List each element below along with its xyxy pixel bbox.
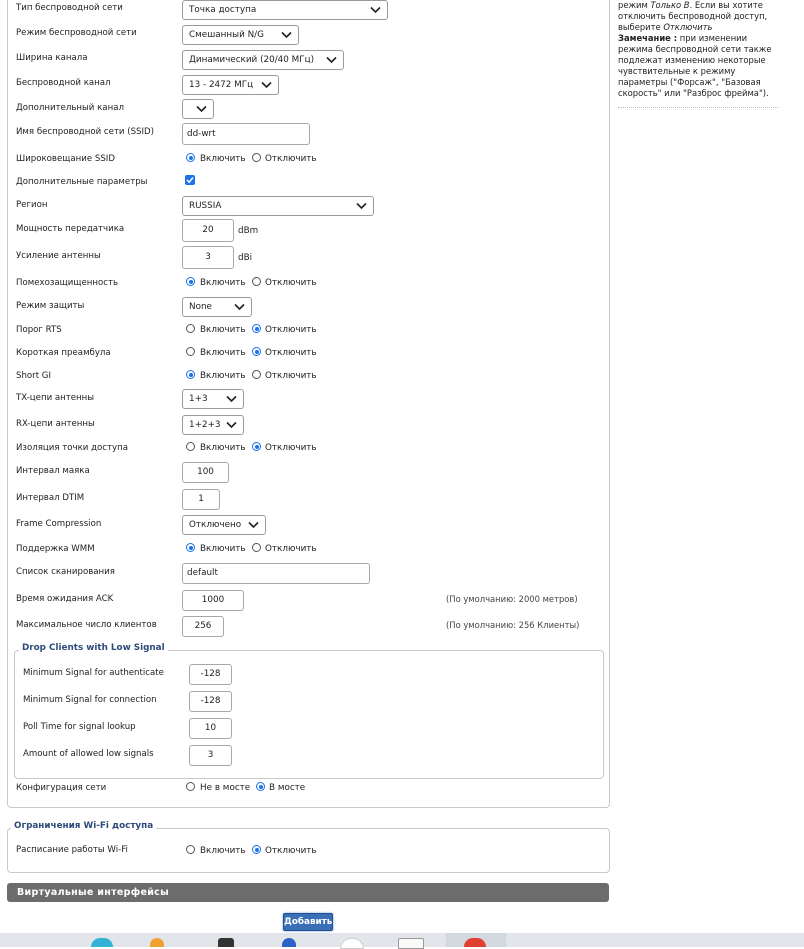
poll-time-label: Poll Time for signal lookup: [23, 722, 136, 732]
wifi-schedule-on-radio[interactable]: [186, 845, 195, 854]
wireless-type-label: Тип беспроводной сети: [16, 3, 123, 13]
min-signal-auth-input[interactable]: -128: [189, 664, 232, 685]
ap-isolation-on-radio[interactable]: [186, 442, 195, 451]
short-preamble-label: Короткая преамбула: [16, 348, 111, 358]
short-gi-label: Short GI: [16, 371, 51, 381]
rx-chains-label: RX-цепи антенны: [16, 419, 95, 429]
chevron-down-icon: [356, 202, 367, 210]
help-divider: [618, 107, 778, 108]
help-panel: [618, 0, 778, 108]
channel-width-label: Ширина канала: [16, 53, 88, 63]
chevron-down-icon: [326, 56, 337, 64]
checkmark-icon: [186, 176, 194, 184]
chevron-down-icon: [248, 521, 259, 529]
tx-chains-label: TX-цепи антенны: [16, 393, 95, 403]
ext-channel-label: Дополнительный канал: [16, 103, 124, 113]
ap-isolation-on-label: Включить: [200, 443, 246, 453]
app-icon[interactable]: [150, 938, 164, 947]
advanced-label: Дополнительные параметры: [16, 177, 148, 187]
channel-width-select[interactable]: Динамический (20/40 МГц): [182, 50, 344, 70]
ssid-label: Имя беспроводной сети (SSID): [16, 127, 155, 137]
help-line-4: Замечание : при изменении: [618, 33, 748, 43]
help-line-9: скорость" или "Разброс фрейма").: [618, 88, 769, 98]
advanced-checkbox[interactable]: [185, 175, 195, 185]
noise-immunity-on-label: Включить: [200, 278, 246, 288]
rts-off-label: Отключить: [265, 325, 317, 335]
ssid-input[interactable]: dd-wrt: [182, 123, 310, 145]
wifi-limits-legend: Ограничения Wi-Fi доступа: [11, 821, 156, 831]
app-icon[interactable]: [282, 938, 296, 947]
wmm-on-radio[interactable]: [186, 543, 195, 552]
help-line-3: выберите Отключить: [618, 22, 713, 32]
net-config-unbridged-label: Не в мосте: [200, 783, 251, 793]
wireless-channel-select[interactable]: 13 - 2472 МГц: [182, 75, 279, 95]
allowed-low-signals-label: Amount of allowed low signals: [23, 749, 154, 759]
ack-timeout-label: Время ожидания ACK: [16, 594, 114, 604]
ack-timeout-default-note: (По умолчанию: 2000 метров): [446, 594, 578, 604]
min-signal-conn-input[interactable]: -128: [189, 691, 232, 712]
wifi-schedule-on-label: Включить: [200, 846, 246, 856]
max-clients-input[interactable]: 256: [182, 616, 224, 637]
net-config-unbridged-radio[interactable]: [186, 782, 195, 791]
antenna-gain-input[interactable]: 3: [182, 246, 234, 269]
help-line-7: чувствительные к режиму: [618, 66, 736, 76]
wireless-channel-label: Беспроводной канал: [16, 78, 111, 88]
short-preamble-on-label: Включить: [200, 348, 246, 358]
max-clients-label: Максимальное число клиентов: [16, 620, 157, 630]
noise-immunity-label: Помехозащищенность: [16, 278, 119, 288]
app-icon[interactable]: [340, 938, 364, 949]
app-icon[interactable]: [218, 938, 234, 947]
ap-isolation-label: Изоляция точки доступа: [16, 443, 129, 453]
max-clients-default-note: (По умолчанию: 256 Клиенты): [446, 620, 580, 630]
antenna-gain-unit: dBi: [238, 253, 253, 263]
frame-compression-label: Frame Compression: [16, 519, 102, 529]
short-preamble-off-radio[interactable]: [252, 347, 261, 356]
chevron-down-icon: [234, 303, 245, 311]
short-gi-off-label: Отключить: [265, 371, 317, 381]
ssid-broadcast-on-label: Включить: [200, 154, 246, 164]
app-icon[interactable]: [398, 938, 424, 949]
min-signal-conn-label: Minimum Signal for connection: [23, 695, 157, 705]
chevron-down-icon: [226, 395, 237, 403]
tx-power-input[interactable]: 20: [182, 219, 234, 242]
wireless-type-select[interactable]: Точка доступа: [182, 0, 388, 20]
ssid-broadcast-label: Широковещание SSID: [16, 154, 115, 164]
wmm-off-label: Отключить: [265, 544, 317, 554]
app-icon[interactable]: [91, 938, 113, 947]
ext-channel-select[interactable]: [182, 99, 214, 119]
short-gi-on-radio[interactable]: [186, 370, 195, 379]
short-preamble-off-label: Отключить: [265, 348, 317, 358]
chevron-down-icon: [261, 81, 272, 89]
help-line-5: режима беспроводной сети также: [618, 44, 772, 54]
scan-list-label: Список сканирования: [16, 567, 115, 577]
wireless-mode-label: Режим беспроводной сети: [16, 28, 137, 38]
dtim-label: Интервал DTIM: [16, 493, 85, 503]
net-config-bridged-label: В мосте: [269, 783, 306, 793]
rts-on-radio[interactable]: [186, 324, 195, 333]
wmm-label: Поддержка WMM: [16, 544, 95, 554]
region-select[interactable]: RUSSIA: [182, 196, 374, 216]
ap-isolation-off-radio[interactable]: [252, 442, 261, 451]
help-line-1: режим Только B. Если вы хотите: [618, 0, 763, 10]
add-virtual-interface-button[interactable]: Добавить: [283, 913, 333, 931]
beacon-label: Интервал маяка: [16, 466, 90, 476]
ap-isolation-off-label: Отключить: [265, 443, 317, 453]
help-line-8: параметры ("Форсаж", "Базовая: [618, 77, 761, 87]
chevron-down-icon: [281, 31, 292, 39]
beacon-input[interactable]: 100: [182, 462, 229, 483]
ssid-broadcast-off-label: Отключить: [265, 154, 317, 164]
dtim-input[interactable]: 1: [182, 489, 220, 510]
chevron-down-icon: [370, 6, 381, 14]
taskbar: [0, 933, 804, 947]
net-config-bridged-radio[interactable]: [256, 782, 265, 791]
tx-chains-select[interactable]: 1+3: [182, 389, 244, 409]
wmm-off-radio[interactable]: [252, 543, 261, 552]
frame-compression-select[interactable]: Отключено: [182, 515, 266, 535]
chevron-down-icon: [226, 421, 237, 429]
help-line-6: подлежат изменению некоторые: [618, 55, 766, 65]
help-line-2: отключить беспроводной доступ,: [618, 11, 768, 21]
noise-immunity-off-radio[interactable]: [252, 277, 261, 286]
tx-power-label: Мощность передатчика: [16, 224, 125, 234]
drop-clients-legend: Drop Clients with Low Signal: [19, 643, 168, 653]
ssid-broadcast-off-radio[interactable]: [252, 153, 261, 162]
ack-timeout-input[interactable]: 1000: [182, 590, 244, 611]
virtual-interfaces-header: Виртуальные интерфейсы: [7, 883, 609, 902]
min-signal-auth-label: Minimum Signal for authenticate: [23, 668, 164, 678]
short-gi-off-radio[interactable]: [252, 370, 261, 379]
rts-off-radio[interactable]: [252, 324, 261, 333]
wifi-schedule-label: Расписание работы Wi-Fi: [16, 845, 128, 855]
short-gi-on-label: Включить: [200, 371, 246, 381]
net-config-label: Конфигурация сети: [16, 783, 107, 793]
app-icon[interactable]: [464, 938, 486, 947]
antenna-gain-label: Усиление антенны: [16, 251, 101, 261]
wifi-schedule-off-radio[interactable]: [252, 845, 261, 854]
region-label: Регион: [16, 200, 48, 210]
short-preamble-on-radio[interactable]: [186, 347, 195, 356]
noise-immunity-on-radio[interactable]: [186, 277, 195, 286]
tx-power-unit: dBm: [238, 226, 259, 236]
protection-mode-select[interactable]: None: [182, 297, 252, 317]
wireless-mode-select[interactable]: Смешанный N/G: [182, 25, 299, 45]
protection-mode-label: Режим защиты: [16, 301, 85, 311]
scan-list-input[interactable]: default: [182, 563, 370, 584]
ssid-broadcast-on-radio[interactable]: [186, 153, 195, 162]
allowed-low-signals-input[interactable]: 3: [189, 745, 232, 766]
noise-immunity-off-label: Отключить: [265, 278, 317, 288]
rts-label: Порог RTS: [16, 325, 62, 335]
rts-on-label: Включить: [200, 325, 246, 335]
wifi-schedule-off-label: Отключить: [265, 846, 317, 856]
poll-time-input[interactable]: 10: [189, 718, 232, 739]
rx-chains-select[interactable]: 1+2+3: [182, 415, 244, 435]
wmm-on-label: Включить: [200, 544, 246, 554]
chevron-down-icon: [196, 105, 207, 113]
